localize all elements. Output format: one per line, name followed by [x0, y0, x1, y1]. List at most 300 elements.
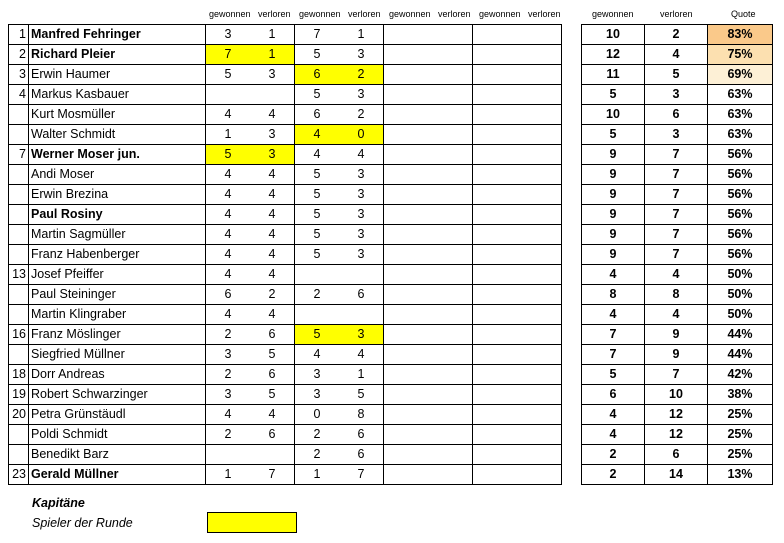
summary-row: [582, 285, 773, 305]
rank-cell: [9, 305, 29, 325]
summary-table: [581, 24, 773, 485]
round-1-lost: [250, 445, 295, 465]
player-name: Martin Sagmüller: [29, 225, 206, 245]
summary-row: [582, 25, 773, 45]
round-4-lost: [517, 405, 562, 425]
round-2-won: 5: [295, 45, 340, 65]
round-2-lost: 3: [339, 85, 384, 105]
round-1-lost: 5: [250, 345, 295, 365]
round-1-won: 4: [206, 165, 251, 185]
round-2-lost: 8: [339, 405, 384, 425]
header-lost-round-1: verloren: [258, 9, 291, 19]
round-3-won: [384, 305, 429, 325]
round-1-won: 1: [206, 125, 251, 145]
header-won-round-4: gewonnen: [479, 9, 521, 19]
player-name: Paul Steininger: [29, 285, 206, 305]
quote-cell: 44%: [708, 345, 773, 365]
quote-cell: 56%: [708, 225, 773, 245]
round-2-won: 5: [295, 225, 340, 245]
results-table: [8, 24, 562, 485]
round-1-lost: 1: [250, 45, 295, 65]
round-1-won: 7: [206, 45, 251, 65]
round-2-won: 4: [295, 145, 340, 165]
round-1-lost: 4: [250, 225, 295, 245]
total-lost: 3: [645, 125, 708, 145]
table-row: [9, 265, 562, 285]
round-2-won: 1: [295, 465, 340, 485]
round-4-lost: [517, 425, 562, 445]
total-lost: 9: [645, 325, 708, 345]
header-quote: Quote: [731, 9, 756, 19]
table-row: [9, 45, 562, 65]
round-1-lost: 4: [250, 405, 295, 425]
summary-row: [582, 385, 773, 405]
summary-row: [582, 305, 773, 325]
round-3-won: [384, 425, 429, 445]
round-2-lost: 2: [339, 105, 384, 125]
round-3-lost: [428, 385, 473, 405]
round-3-lost: [428, 405, 473, 425]
total-lost: 7: [645, 365, 708, 385]
rank-cell: 19: [9, 385, 29, 405]
rank-cell: 16: [9, 325, 29, 345]
table-row: [9, 445, 562, 465]
round-3-lost: [428, 125, 473, 145]
total-won: 9: [582, 205, 645, 225]
round-4-lost: [517, 85, 562, 105]
round-4-won: [473, 85, 518, 105]
total-won: 6: [582, 385, 645, 405]
table-row: [9, 205, 562, 225]
player-name: Markus Kasbauer: [29, 85, 206, 105]
rank-cell: 1: [9, 25, 29, 45]
round-3-lost: [428, 85, 473, 105]
summary-row: [582, 465, 773, 485]
round-3-lost: [428, 345, 473, 365]
total-won: 9: [582, 225, 645, 245]
total-won: 9: [582, 245, 645, 265]
header-total-won: gewonnen: [592, 9, 634, 19]
round-4-lost: [517, 385, 562, 405]
total-won: 9: [582, 165, 645, 185]
header-lost-round-3: verloren: [438, 9, 471, 19]
round-3-won: [384, 445, 429, 465]
total-won: 2: [582, 465, 645, 485]
rank-cell: [9, 425, 29, 445]
quote-cell: 63%: [708, 125, 773, 145]
round-2-won: 2: [295, 285, 340, 305]
round-2-won: 7: [295, 25, 340, 45]
round-4-lost: [517, 205, 562, 225]
round-1-won: 4: [206, 245, 251, 265]
quote-cell: 50%: [708, 265, 773, 285]
total-won: 5: [582, 125, 645, 145]
rank-cell: [9, 205, 29, 225]
round-3-lost: [428, 245, 473, 265]
round-3-won: [384, 345, 429, 365]
quote-cell: 25%: [708, 445, 773, 465]
player-name: Walter Schmidt: [29, 125, 206, 145]
round-1-lost: [250, 85, 295, 105]
table-row: [9, 145, 562, 165]
round-1-lost: 7: [250, 465, 295, 485]
total-won: 7: [582, 345, 645, 365]
round-4-won: [473, 65, 518, 85]
round-4-won: [473, 185, 518, 205]
round-1-won: 2: [206, 325, 251, 345]
header-lost-round-4: verloren: [528, 9, 561, 19]
round-2-won: 4: [295, 125, 340, 145]
round-2-lost: 5: [339, 385, 384, 405]
round-2-lost: [339, 265, 384, 285]
round-4-lost: [517, 65, 562, 85]
round-2-won: 3: [295, 385, 340, 405]
total-won: 8: [582, 285, 645, 305]
table-row: [9, 25, 562, 45]
round-1-won: 5: [206, 145, 251, 165]
summary-row: [582, 365, 773, 385]
rank-cell: 23: [9, 465, 29, 485]
player-name: Franz Möslinger: [29, 325, 206, 345]
total-won: 4: [582, 405, 645, 425]
round-3-won: [384, 125, 429, 145]
round-3-won: [384, 25, 429, 45]
round-4-won: [473, 445, 518, 465]
round-1-won: 4: [206, 225, 251, 245]
quote-cell: 75%: [708, 45, 773, 65]
player-name: Robert Schwarzinger: [29, 385, 206, 405]
rank-cell: [9, 345, 29, 365]
quote-cell: 25%: [708, 405, 773, 425]
player-name: Josef Pfeiffer: [29, 265, 206, 285]
total-won: 7: [582, 325, 645, 345]
rank-cell: 4: [9, 85, 29, 105]
table-row: [9, 285, 562, 305]
total-won: 9: [582, 145, 645, 165]
round-1-lost: 5: [250, 385, 295, 405]
round-3-lost: [428, 325, 473, 345]
round-4-lost: [517, 445, 562, 465]
table-row: [9, 165, 562, 185]
round-3-lost: [428, 45, 473, 65]
round-2-won: 5: [295, 205, 340, 225]
round-2-won: 6: [295, 105, 340, 125]
header-won-round-2: gewonnen: [299, 9, 341, 19]
total-lost: 7: [645, 185, 708, 205]
round-1-lost: 4: [250, 245, 295, 265]
round-1-won: 1: [206, 465, 251, 485]
round-4-lost: [517, 45, 562, 65]
round-3-won: [384, 45, 429, 65]
round-1-won: 4: [206, 105, 251, 125]
round-4-won: [473, 385, 518, 405]
total-lost: 8: [645, 285, 708, 305]
round-2-lost: 3: [339, 205, 384, 225]
player-name: Paul Rosiny: [29, 205, 206, 225]
round-3-lost: [428, 145, 473, 165]
rank-cell: [9, 105, 29, 125]
rank-cell: 18: [9, 365, 29, 385]
round-3-won: [384, 105, 429, 125]
rank-cell: [9, 165, 29, 185]
round-4-won: [473, 45, 518, 65]
quote-cell: 44%: [708, 325, 773, 345]
rank-cell: 7: [9, 145, 29, 165]
round-4-lost: [517, 25, 562, 45]
round-3-won: [384, 65, 429, 85]
round-1-won: 4: [206, 265, 251, 285]
round-2-won: 3: [295, 365, 340, 385]
player-name: Erwin Brezina: [29, 185, 206, 205]
round-4-won: [473, 105, 518, 125]
player-name: Siegfried Müllner: [29, 345, 206, 365]
table-row: [9, 425, 562, 445]
summary-row: [582, 445, 773, 465]
table-row: [9, 65, 562, 85]
round-3-won: [384, 245, 429, 265]
round-1-lost: 4: [250, 305, 295, 325]
summary-row: [582, 325, 773, 345]
round-2-lost: 7: [339, 465, 384, 485]
rank-cell: [9, 285, 29, 305]
table-row: [9, 225, 562, 245]
total-won: 5: [582, 85, 645, 105]
summary-row: [582, 245, 773, 265]
round-3-lost: [428, 445, 473, 465]
total-lost: 4: [645, 265, 708, 285]
total-won: 10: [582, 105, 645, 125]
round-4-won: [473, 305, 518, 325]
round-4-won: [473, 205, 518, 225]
round-4-lost: [517, 305, 562, 325]
total-won: 5: [582, 365, 645, 385]
total-won: 11: [582, 65, 645, 85]
total-won: 4: [582, 425, 645, 445]
round-1-lost: 6: [250, 365, 295, 385]
rank-cell: 13: [9, 265, 29, 285]
table-row: [9, 125, 562, 145]
round-3-won: [384, 465, 429, 485]
summary-row: [582, 225, 773, 245]
quote-cell: 50%: [708, 285, 773, 305]
summary-row: [582, 125, 773, 145]
round-4-won: [473, 165, 518, 185]
quote-cell: 63%: [708, 85, 773, 105]
round-1-won: 2: [206, 365, 251, 385]
round-4-lost: [517, 245, 562, 265]
round-1-lost: 4: [250, 205, 295, 225]
round-3-lost: [428, 285, 473, 305]
round-3-won: [384, 285, 429, 305]
round-3-lost: [428, 305, 473, 325]
summary-row: [582, 145, 773, 165]
round-1-lost: 4: [250, 165, 295, 185]
summary-row: [582, 105, 773, 125]
round-3-lost: [428, 185, 473, 205]
rank-cell: 3: [9, 65, 29, 85]
quote-cell: 69%: [708, 65, 773, 85]
total-lost: 7: [645, 145, 708, 165]
total-won: 4: [582, 265, 645, 285]
total-lost: 4: [645, 305, 708, 325]
round-4-won: [473, 225, 518, 245]
round-1-lost: 2: [250, 285, 295, 305]
round-2-won: 5: [295, 165, 340, 185]
rank-cell: [9, 185, 29, 205]
round-4-lost: [517, 365, 562, 385]
round-2-lost: 1: [339, 365, 384, 385]
round-2-lost: 3: [339, 225, 384, 245]
total-lost: 6: [645, 105, 708, 125]
round-4-lost: [517, 345, 562, 365]
round-4-lost: [517, 125, 562, 145]
total-lost: 7: [645, 245, 708, 265]
total-lost: 7: [645, 225, 708, 245]
player-name: Erwin Haumer: [29, 65, 206, 85]
player-name: Benedikt Barz: [29, 445, 206, 465]
quote-cell: 50%: [708, 305, 773, 325]
round-3-won: [384, 405, 429, 425]
quote-cell: 56%: [708, 185, 773, 205]
header-lost-round-2: verloren: [348, 9, 381, 19]
player-name: Richard Pleier: [29, 45, 206, 65]
round-2-won: 5: [295, 85, 340, 105]
player-name: Petra Grünstäudl: [29, 405, 206, 425]
round-2-lost: 3: [339, 185, 384, 205]
quote-cell: 56%: [708, 165, 773, 185]
round-3-lost: [428, 365, 473, 385]
round-3-won: [384, 165, 429, 185]
total-won: 2: [582, 445, 645, 465]
total-lost: 7: [645, 165, 708, 185]
table-row: [9, 345, 562, 365]
header-total-lost: verloren: [660, 9, 693, 19]
header-won-round-1: gewonnen: [209, 9, 251, 19]
rank-cell: 2: [9, 45, 29, 65]
table-row: [9, 325, 562, 345]
total-lost: 9: [645, 345, 708, 365]
player-name: Poldi Schmidt: [29, 425, 206, 445]
total-lost: 5: [645, 65, 708, 85]
table-row: [9, 405, 562, 425]
rank-cell: [9, 125, 29, 145]
round-2-won: 6: [295, 65, 340, 85]
round-1-won: 4: [206, 405, 251, 425]
player-name: Kurt Mosmüller: [29, 105, 206, 125]
round-3-won: [384, 145, 429, 165]
round-4-lost: [517, 105, 562, 125]
round-2-lost: 1: [339, 25, 384, 45]
round-4-lost: [517, 145, 562, 165]
round-1-won: 3: [206, 25, 251, 45]
total-lost: 12: [645, 425, 708, 445]
summary-row: [582, 85, 773, 105]
quote-cell: 56%: [708, 245, 773, 265]
round-1-lost: 3: [250, 125, 295, 145]
round-2-won: [295, 305, 340, 325]
round-4-lost: [517, 465, 562, 485]
round-1-lost: 3: [250, 65, 295, 85]
round-2-won: 0: [295, 405, 340, 425]
round-3-lost: [428, 165, 473, 185]
rank-cell: 20: [9, 405, 29, 425]
round-1-lost: 4: [250, 185, 295, 205]
round-2-won: 5: [295, 245, 340, 265]
round-4-won: [473, 345, 518, 365]
round-3-lost: [428, 425, 473, 445]
summary-row: [582, 165, 773, 185]
round-4-won: [473, 405, 518, 425]
table-row: [9, 85, 562, 105]
quote-cell: 38%: [708, 385, 773, 405]
round-3-won: [384, 85, 429, 105]
round-2-lost: 4: [339, 145, 384, 165]
legend-captains: Kapitäne: [32, 496, 85, 510]
round-4-lost: [517, 325, 562, 345]
player-name: Andi Moser: [29, 165, 206, 185]
round-3-lost: [428, 225, 473, 245]
round-4-won: [473, 265, 518, 285]
summary-row: [582, 185, 773, 205]
round-1-won: 2: [206, 425, 251, 445]
total-won: 10: [582, 25, 645, 45]
quote-cell: 56%: [708, 145, 773, 165]
round-4-won: [473, 285, 518, 305]
round-3-won: [384, 265, 429, 285]
table-row: [9, 185, 562, 205]
round-4-lost: [517, 225, 562, 245]
total-lost: 12: [645, 405, 708, 425]
round-3-lost: [428, 65, 473, 85]
round-2-won: 5: [295, 325, 340, 345]
round-4-won: [473, 25, 518, 45]
round-2-lost: [339, 305, 384, 325]
round-2-won: [295, 265, 340, 285]
legend-highlight-swatch: [207, 512, 297, 533]
round-1-lost: 4: [250, 105, 295, 125]
round-1-lost: 4: [250, 265, 295, 285]
round-2-lost: 2: [339, 65, 384, 85]
table-row: [9, 385, 562, 405]
round-4-won: [473, 325, 518, 345]
round-3-lost: [428, 105, 473, 125]
round-2-lost: 6: [339, 285, 384, 305]
total-won: 12: [582, 45, 645, 65]
total-lost: 6: [645, 445, 708, 465]
round-1-won: [206, 445, 251, 465]
summary-row: [582, 425, 773, 445]
header-won-round-3: gewonnen: [389, 9, 431, 19]
round-1-lost: 3: [250, 145, 295, 165]
quote-cell: 63%: [708, 105, 773, 125]
total-lost: 10: [645, 385, 708, 405]
total-won: 9: [582, 185, 645, 205]
player-name: Gerald Müllner: [29, 465, 206, 485]
quote-cell: 42%: [708, 365, 773, 385]
quote-cell: 25%: [708, 425, 773, 445]
table-row: [9, 365, 562, 385]
total-lost: 3: [645, 85, 708, 105]
round-4-lost: [517, 265, 562, 285]
player-name: Manfred Fehringer: [29, 25, 206, 45]
player-name: Werner Moser jun.: [29, 145, 206, 165]
round-2-lost: 6: [339, 425, 384, 445]
round-1-won: 3: [206, 345, 251, 365]
round-2-lost: 3: [339, 325, 384, 345]
round-2-lost: 3: [339, 45, 384, 65]
player-name: Franz Habenberger: [29, 245, 206, 265]
round-1-won: 3: [206, 385, 251, 405]
